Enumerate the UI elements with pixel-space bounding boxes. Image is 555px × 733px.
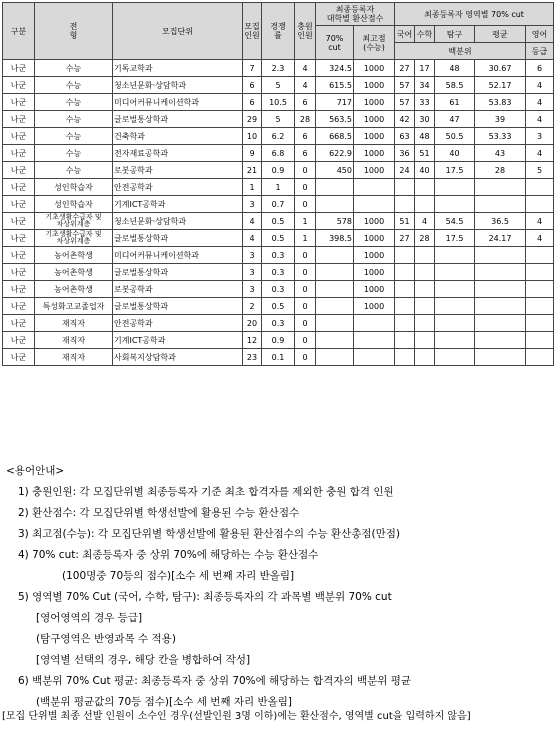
header-percentile: 백분위	[395, 43, 526, 60]
cell-unit: 글로벌통상학과	[113, 298, 243, 315]
cell-rate: 0.5	[262, 230, 295, 247]
cell-maxscore: 1000	[354, 60, 395, 77]
note-6-detail: (백분위 평균값의 70등 점수)[소수 세 번째 자리 반올림]	[36, 696, 292, 708]
terms-guide	[2, 461, 551, 722]
cell-rate: 0.1	[262, 349, 295, 366]
cell-korean: 57	[395, 94, 415, 111]
cell-gubun: 나군	[3, 281, 35, 298]
cell-korean	[395, 196, 415, 213]
cell-math	[415, 247, 435, 264]
cell-avg	[475, 179, 526, 196]
cell-jeonhyeong: 기초생활수급자 및 차상위계층	[35, 213, 113, 230]
cell-unit: 글로벌통상학과	[113, 230, 243, 247]
cell-unit: 기계ICT공학과	[113, 196, 243, 213]
cell-rate: 10.5	[262, 94, 295, 111]
cell-rate: 0.9	[262, 332, 295, 349]
cell-avg: 28	[475, 162, 526, 179]
cell-rate: 0.5	[262, 298, 295, 315]
cell-korean	[395, 349, 415, 366]
cell-rate: 0.5	[262, 213, 295, 230]
cell-rate: 0.3	[262, 315, 295, 332]
cell-math: 30	[415, 111, 435, 128]
cell-jeonhyeong: 재직자	[35, 332, 113, 349]
cell-unit: 건축학과	[113, 128, 243, 145]
table-row	[3, 332, 554, 349]
cell-quota: 3	[243, 264, 262, 281]
header-unit: 모집단위	[113, 3, 243, 60]
cell-math	[415, 264, 435, 281]
cell-unit: 글로벌통상학과	[113, 264, 243, 281]
table-row	[3, 128, 554, 145]
cell-maxscore: 1000	[354, 230, 395, 247]
cell-jeonhyeong: 농어촌학생	[35, 281, 113, 298]
cell-english	[526, 349, 554, 366]
cell-maxscore: 1000	[354, 162, 395, 179]
cell-maxscore	[354, 196, 395, 213]
cell-korean: 51	[395, 213, 415, 230]
cell-inquiry: 50.5	[435, 128, 475, 145]
note-3: 3) 최고점(수능): 각 모집단위별 학생선발에 활용된 환산점수의 수능 환산총점(만점)	[18, 528, 400, 540]
cell-english	[526, 315, 554, 332]
note-4: 4) 70% cut: 최종등록자 중 상위 70%에 해당하는 수능 환산점수	[18, 549, 319, 561]
header-avg: 평균	[475, 26, 526, 43]
cell-extra: 0	[295, 332, 316, 349]
cell-cut70: 578	[316, 213, 354, 230]
header-math: 수학	[415, 26, 435, 43]
cell-gubun: 나군	[3, 349, 35, 366]
cell-quota: 12	[243, 332, 262, 349]
table-row	[3, 145, 554, 162]
cell-math	[415, 315, 435, 332]
table-row	[3, 264, 554, 281]
header-gubun: 구분	[3, 3, 35, 60]
cell-unit: 미디어커뮤니케이션학과	[113, 247, 243, 264]
note-6: 6) 백분위 70% Cut 평균: 최종등록자 중 상위 70%에 해당하는 합격자의 백분위 평균	[18, 675, 412, 687]
cell-extra: 4	[295, 77, 316, 94]
cell-cut70	[316, 315, 354, 332]
cell-avg	[475, 247, 526, 264]
cell-english	[526, 179, 554, 196]
cell-extra: 1	[295, 213, 316, 230]
header-area-group: 최종등록자 영역별 70% cut	[395, 3, 554, 26]
cell-quota: 6	[243, 77, 262, 94]
cell-gubun: 나군	[3, 145, 35, 162]
cell-korean	[395, 179, 415, 196]
cell-cut70	[316, 349, 354, 366]
cell-quota: 6	[243, 94, 262, 111]
cell-inquiry	[435, 298, 475, 315]
cell-korean: 42	[395, 111, 415, 128]
cell-korean	[395, 298, 415, 315]
note-2: 2) 환산점수: 각 모집단위별 학생선발에 활용된 수능 환산점수	[18, 507, 300, 519]
cell-cut70	[316, 281, 354, 298]
cell-korean	[395, 247, 415, 264]
cell-quota: 7	[243, 60, 262, 77]
cell-cut70: 563.5	[316, 111, 354, 128]
cell-rate: 5	[262, 111, 295, 128]
cell-english: 4	[526, 213, 554, 230]
cell-inquiry	[435, 247, 475, 264]
cell-inquiry: 48	[435, 60, 475, 77]
cell-cut70	[316, 332, 354, 349]
cell-avg: 30.67	[475, 60, 526, 77]
cell-unit: 청소년문화·상담학과	[113, 213, 243, 230]
note-5-english: [영어영역의 경우 등급]	[36, 612, 143, 624]
cell-quota: 3	[243, 281, 262, 298]
table-row	[3, 213, 554, 230]
cell-unit: 기계ICT공학과	[113, 332, 243, 349]
cell-inquiry: 17.5	[435, 230, 475, 247]
cell-math: 51	[415, 145, 435, 162]
cell-inquiry	[435, 179, 475, 196]
header-english: 영어	[526, 26, 554, 43]
cell-quota: 2	[243, 298, 262, 315]
table-row	[3, 77, 554, 94]
cell-jeonhyeong: 수능	[35, 128, 113, 145]
cell-unit: 글로벌통상학과	[113, 111, 243, 128]
cell-maxscore: 1000	[354, 298, 395, 315]
cell-quota: 3	[243, 196, 262, 213]
cell-english: 4	[526, 145, 554, 162]
cell-extra: 0	[295, 196, 316, 213]
cell-cut70: 398.5	[316, 230, 354, 247]
cell-unit: 전자재료공학과	[113, 145, 243, 162]
cell-extra: 0	[295, 315, 316, 332]
header-grade: 등급	[526, 43, 554, 60]
cell-avg	[475, 298, 526, 315]
cell-rate: 5	[262, 77, 295, 94]
cell-rate: 6.8	[262, 145, 295, 162]
cell-quota: 9	[243, 145, 262, 162]
cell-extra: 4	[295, 60, 316, 77]
cell-maxscore: 1000	[354, 264, 395, 281]
cell-cut70: 717	[316, 94, 354, 111]
cell-avg	[475, 332, 526, 349]
footer-note: [모집 단위별 최종 선발 인원이 소수인 경우(선발인원 3명 이하)에는 환산점수, 영역별 cut을 입력하지 않음]	[2, 711, 471, 722]
cell-rate: 0.3	[262, 247, 295, 264]
cell-jeonhyeong: 성인학습자	[35, 179, 113, 196]
cell-english: 4	[526, 94, 554, 111]
header-korean: 국어	[395, 26, 415, 43]
cell-gubun: 나군	[3, 128, 35, 145]
table-row	[3, 111, 554, 128]
cell-maxscore: 1000	[354, 145, 395, 162]
cell-inquiry	[435, 315, 475, 332]
cell-maxscore: 1000	[354, 111, 395, 128]
cell-gubun: 나군	[3, 60, 35, 77]
cell-korean: 27	[395, 60, 415, 77]
cell-english: 6	[526, 60, 554, 77]
cell-jeonhyeong: 수능	[35, 94, 113, 111]
cell-quota: 1	[243, 179, 262, 196]
cell-korean: 24	[395, 162, 415, 179]
cell-math	[415, 281, 435, 298]
cell-jeonhyeong: 수능	[35, 60, 113, 77]
cell-extra: 0	[295, 298, 316, 315]
header-quota: 모집 인원	[243, 3, 262, 60]
cell-jeonhyeong: 재직자	[35, 315, 113, 332]
cell-avg: 52.17	[475, 77, 526, 94]
header-cut70: 70% cut	[316, 26, 354, 60]
cell-korean	[395, 315, 415, 332]
cell-english: 4	[526, 230, 554, 247]
cell-avg: 36.5	[475, 213, 526, 230]
cell-jeonhyeong: 수능	[35, 77, 113, 94]
cell-maxscore: 1000	[354, 247, 395, 264]
header-inquiry: 탐구	[435, 26, 475, 43]
cell-extra: 0	[295, 247, 316, 264]
cell-math	[415, 349, 435, 366]
cell-rate: 1	[262, 179, 295, 196]
cell-avg: 43	[475, 145, 526, 162]
cell-english: 5	[526, 162, 554, 179]
cell-extra: 6	[295, 128, 316, 145]
cell-quota: 4	[243, 213, 262, 230]
cell-inquiry: 17.5	[435, 162, 475, 179]
cell-math: 28	[415, 230, 435, 247]
table-row	[3, 94, 554, 111]
cell-extra: 0	[295, 264, 316, 281]
cell-cut70	[316, 196, 354, 213]
cell-gubun: 나군	[3, 264, 35, 281]
cell-math	[415, 179, 435, 196]
cell-korean	[395, 281, 415, 298]
cell-korean: 63	[395, 128, 415, 145]
cell-rate: 0.7	[262, 196, 295, 213]
cell-avg	[475, 349, 526, 366]
table-row	[3, 298, 554, 315]
cell-korean	[395, 264, 415, 281]
table-row	[3, 60, 554, 77]
cell-quota: 10	[243, 128, 262, 145]
cell-math: 33	[415, 94, 435, 111]
note-5: 5) 영역별 70% Cut (국어, 수학, 탐구): 최종등록자의 각 과목별 백분위 70% cut	[18, 591, 392, 603]
cell-unit: 미디어커뮤니케이션학과	[113, 94, 243, 111]
cell-rate: 2.3	[262, 60, 295, 77]
cell-cut70	[316, 179, 354, 196]
cell-math: 34	[415, 77, 435, 94]
table-row	[3, 162, 554, 179]
cell-english: 3	[526, 128, 554, 145]
cell-inquiry	[435, 264, 475, 281]
cell-avg	[475, 281, 526, 298]
cell-english	[526, 281, 554, 298]
table-row	[3, 196, 554, 213]
cell-math: 4	[415, 213, 435, 230]
cell-inquiry: 58.5	[435, 77, 475, 94]
cell-gubun: 나군	[3, 111, 35, 128]
cell-korean: 27	[395, 230, 415, 247]
cell-avg: 53.33	[475, 128, 526, 145]
cell-inquiry	[435, 196, 475, 213]
cell-unit: 로봇공학과	[113, 162, 243, 179]
cell-extra: 6	[295, 145, 316, 162]
cell-maxscore	[354, 315, 395, 332]
cell-jeonhyeong: 수능	[35, 111, 113, 128]
cell-gubun: 나군	[3, 332, 35, 349]
note-5-merge: [영역별 선택의 경우, 해당 칸을 병합하여 작성]	[36, 654, 251, 666]
table-header	[3, 3, 554, 60]
cell-maxscore: 1000	[354, 128, 395, 145]
cell-jeonhyeong: 수능	[35, 162, 113, 179]
cell-extra: 0	[295, 162, 316, 179]
cell-maxscore: 1000	[354, 281, 395, 298]
cell-maxscore: 1000	[354, 94, 395, 111]
cell-rate: 0.3	[262, 281, 295, 298]
cell-gubun: 나군	[3, 196, 35, 213]
cell-inquiry: 47	[435, 111, 475, 128]
cell-inquiry	[435, 349, 475, 366]
cell-math: 40	[415, 162, 435, 179]
cell-math: 17	[415, 60, 435, 77]
cell-extra: 6	[295, 94, 316, 111]
cell-english	[526, 247, 554, 264]
header-jeonhyeong: 전 형	[35, 3, 113, 60]
table-body	[3, 60, 554, 366]
cell-english	[526, 298, 554, 315]
cell-rate: 6.2	[262, 128, 295, 145]
table-row	[3, 230, 554, 247]
cell-cut70: 622.9	[316, 145, 354, 162]
cell-jeonhyeong: 성인학습자	[35, 196, 113, 213]
cell-gubun: 나군	[3, 315, 35, 332]
cell-english	[526, 332, 554, 349]
cell-english	[526, 264, 554, 281]
cell-extra: 0	[295, 281, 316, 298]
cell-extra: 0	[295, 349, 316, 366]
cell-math	[415, 332, 435, 349]
cell-maxscore	[354, 332, 395, 349]
cell-english: 4	[526, 111, 554, 128]
note-5-inquiry: (탐구영역은 반영과목 수 적용)	[36, 633, 176, 645]
cell-extra: 1	[295, 230, 316, 247]
cell-unit: 안전공학과	[113, 315, 243, 332]
cell-inquiry: 61	[435, 94, 475, 111]
header-final-group: 최종등록자 대학별 환산점수	[316, 3, 395, 26]
table-row	[3, 247, 554, 264]
cell-maxscore	[354, 349, 395, 366]
cell-inquiry: 54.5	[435, 213, 475, 230]
cell-cut70	[316, 298, 354, 315]
cell-avg	[475, 196, 526, 213]
cell-cut70: 668.5	[316, 128, 354, 145]
cell-jeonhyeong: 재직자	[35, 349, 113, 366]
cell-gubun: 나군	[3, 162, 35, 179]
cell-quota: 20	[243, 315, 262, 332]
cell-quota: 4	[243, 230, 262, 247]
header-extra: 충원 인원	[295, 3, 316, 60]
table-row	[3, 281, 554, 298]
cell-korean	[395, 332, 415, 349]
cell-inquiry	[435, 332, 475, 349]
cell-gubun: 나군	[3, 247, 35, 264]
cell-unit: 안전공학과	[113, 179, 243, 196]
header-maxscore: 최고점 (수능)	[354, 26, 395, 60]
cell-avg: 53.83	[475, 94, 526, 111]
table-row	[3, 349, 554, 366]
cell-korean: 36	[395, 145, 415, 162]
cell-math: 48	[415, 128, 435, 145]
note-1: 1) 충원인원: 각 모집단위별 최종등록자 기준 최초 합격자를 제외한 충원 합격 인원	[18, 486, 394, 498]
cell-gubun: 나군	[3, 179, 35, 196]
cell-gubun: 나군	[3, 213, 35, 230]
cell-korean: 57	[395, 77, 415, 94]
cell-cut70	[316, 264, 354, 281]
cell-english: 4	[526, 77, 554, 94]
cell-cut70: 450	[316, 162, 354, 179]
cell-cut70	[316, 247, 354, 264]
cell-math	[415, 298, 435, 315]
cell-cut70: 615.5	[316, 77, 354, 94]
notes-title: <용어안내>	[6, 465, 65, 477]
cell-rate: 0.3	[262, 264, 295, 281]
cell-rate: 0.9	[262, 162, 295, 179]
cell-jeonhyeong: 농어촌학생	[35, 264, 113, 281]
cell-maxscore: 1000	[354, 77, 395, 94]
cell-extra: 28	[295, 111, 316, 128]
cell-jeonhyeong: 특성화고교졸업자	[35, 298, 113, 315]
cell-jeonhyeong: 수능	[35, 145, 113, 162]
header-rate: 경쟁 률	[262, 3, 295, 60]
cell-unit: 사회복지상담학과	[113, 349, 243, 366]
cell-quota: 3	[243, 247, 262, 264]
cell-gubun: 나군	[3, 298, 35, 315]
cell-unit: 청소년문화·상담학과	[113, 77, 243, 94]
cell-maxscore	[354, 179, 395, 196]
cell-unit: 기독교학과	[113, 60, 243, 77]
cell-maxscore: 1000	[354, 213, 395, 230]
cell-gubun: 나군	[3, 77, 35, 94]
cell-quota: 21	[243, 162, 262, 179]
cell-avg	[475, 264, 526, 281]
cell-avg: 24.17	[475, 230, 526, 247]
cell-inquiry: 40	[435, 145, 475, 162]
cell-avg: 39	[475, 111, 526, 128]
cell-avg	[475, 315, 526, 332]
cell-jeonhyeong: 기초생활수급자 및 차상위계층	[35, 230, 113, 247]
cell-inquiry	[435, 281, 475, 298]
cell-gubun: 나군	[3, 94, 35, 111]
cell-gubun: 나군	[3, 230, 35, 247]
cell-jeonhyeong: 농어촌학생	[35, 247, 113, 264]
cell-quota: 23	[243, 349, 262, 366]
table-row	[3, 179, 554, 196]
cell-quota: 29	[243, 111, 262, 128]
table-row	[3, 315, 554, 332]
cell-cut70: 324.5	[316, 60, 354, 77]
cell-english	[526, 196, 554, 213]
cell-math	[415, 196, 435, 213]
cell-unit: 로봇공학과	[113, 281, 243, 298]
note-4-detail: (100명중 70등의 점수)[소수 세 번째 자리 반올림]	[62, 570, 295, 582]
cell-extra: 0	[295, 179, 316, 196]
admission-results-table	[2, 2, 554, 366]
